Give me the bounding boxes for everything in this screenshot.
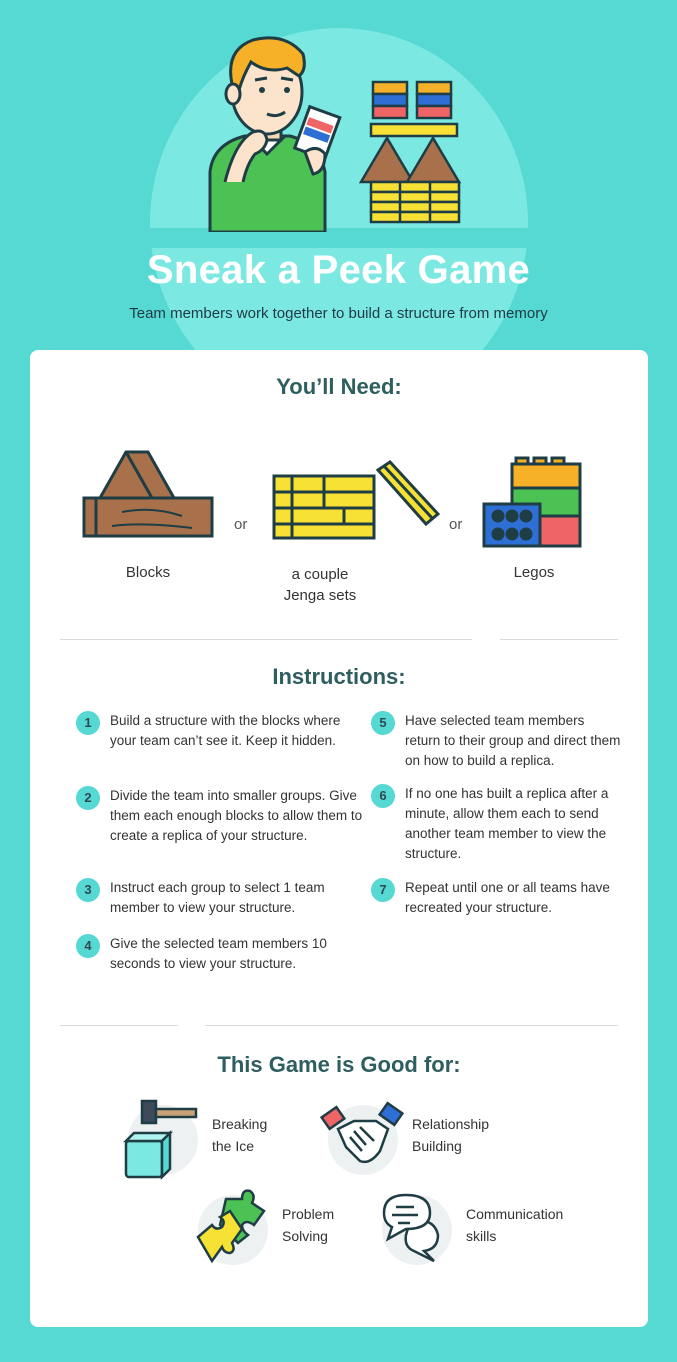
instruction-step — [76, 786, 366, 846]
good-for-item-problem-solving — [190, 1185, 334, 1265]
good-for-label: Problem Solving — [282, 1206, 335, 1244]
speech-bubbles-icon — [374, 1185, 454, 1275]
step-number: 1 — [76, 711, 100, 735]
wood-blocks-icon — [82, 446, 216, 542]
instructions-heading: Instructions: — [272, 664, 406, 689]
jenga-blocks-icon — [272, 460, 440, 540]
step-number: 3 — [76, 878, 100, 902]
step-text: Build a structure with the blocks where your team can’t see it. Keep it hidden. — [110, 713, 341, 748]
step-text: Repeat until one or all teams have recreated your structure. — [405, 880, 610, 915]
good-for-heading: This Game is Good for: — [217, 1052, 461, 1077]
instruction-step — [76, 711, 366, 751]
step-text: Instruct each group to select 1 team member to view your structure. — [110, 880, 325, 915]
good-for-label: Breaking the Ice — [212, 1116, 268, 1154]
block-tower-illustration — [355, 78, 465, 230]
hero-illustration — [0, 0, 677, 240]
need-item-blocks: Blocks — [125, 564, 171, 581]
instruction-step — [371, 711, 621, 771]
step-number: 5 — [371, 711, 395, 735]
good-for-item-relationship — [320, 1095, 489, 1175]
divider — [60, 1025, 178, 1026]
step-text: Have selected team members return to their group and direct them on how to build a replica. — [405, 713, 621, 768]
instruction-step — [371, 784, 621, 864]
good-for-label: Communication skills — [466, 1206, 564, 1244]
thinking-person-illustration — [195, 32, 345, 232]
need-item-legos: Legos — [513, 564, 555, 581]
instruction-step — [371, 878, 621, 918]
or-separator-1: or — [234, 516, 248, 533]
page-title: Sneak a Peek Game — [146, 248, 531, 292]
instruction-step — [76, 878, 366, 918]
step-text: If no one has built a replica after a minute, allow them each to send another team member to view the structure. — [405, 786, 609, 861]
puzzle-pieces-icon — [190, 1185, 270, 1275]
divider — [205, 1025, 618, 1026]
step-number: 2 — [76, 786, 100, 810]
step-number: 7 — [371, 878, 395, 902]
content-card — [30, 350, 648, 1327]
good-for-item-communication — [374, 1185, 563, 1265]
step-text: Divide the team into smaller groups. Give them each enough blocks to allow them to create a replica of your structure. — [110, 788, 363, 843]
step-number: 4 — [76, 934, 100, 958]
divider — [500, 639, 618, 640]
handshake-icon — [320, 1095, 410, 1185]
or-separator-2: or — [449, 516, 463, 533]
instruction-step — [76, 934, 366, 974]
step-number: 6 — [371, 784, 395, 808]
needs-heading: You’ll Need: — [276, 374, 402, 399]
divider — [60, 639, 472, 640]
page-subtitle: Team members work together to build a structure from memory — [129, 305, 548, 322]
step-text: Give the selected team members 10 seconds to view your structure. — [110, 936, 327, 971]
lego-bricks-icon — [482, 450, 586, 550]
hammer-ice-cube-icon — [120, 1095, 200, 1185]
good-for-item-breaking-ice — [120, 1095, 267, 1175]
good-for-label: Relationship Building — [412, 1116, 490, 1154]
need-item-jenga: a couple Jenga sets — [283, 566, 357, 604]
